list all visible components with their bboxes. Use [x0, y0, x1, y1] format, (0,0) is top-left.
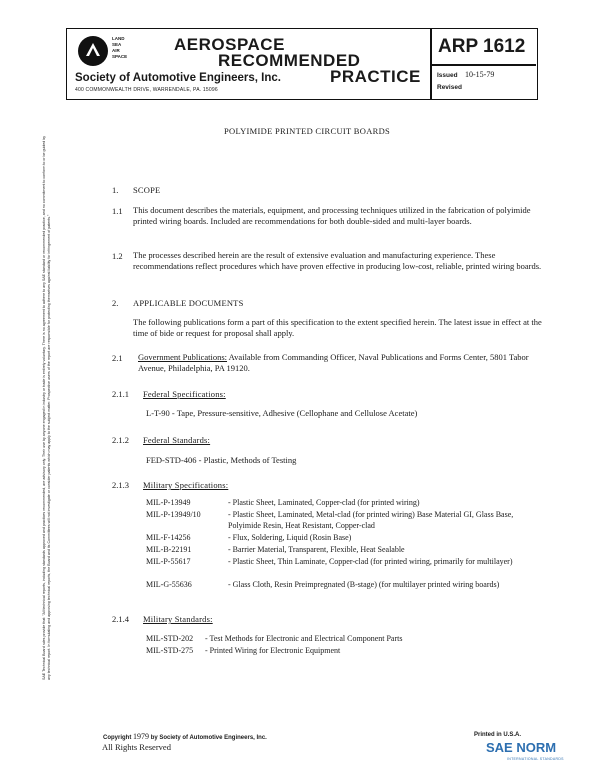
footer-printed: Printed in U.S.A.: [474, 732, 522, 738]
issued-date: 10-15-79: [465, 70, 495, 79]
mil-spec-code: MIL-F-14256: [146, 533, 191, 542]
section-1-2-text: The processes described herein are the result of extensive evaluation and manufacturing experience. These recommendations reflect procedures which have proven effective in producing low-cost, reliable, printed wiring boards.: [133, 250, 542, 271]
mil-spec-desc: - Plastic Sheet, Thin Laminate, Copper-clad (for printed wiring, primarily for multilayer): [228, 557, 513, 566]
section-2-1-body: Available from Commanding Officer, Naval Publications and Forms Center, 5801 Tabor Avenue, Philadelphia, PA 19120.: [138, 352, 529, 373]
title-recommended: RECOMMENDED: [218, 51, 361, 70]
section-number: 2.1.3: [112, 480, 129, 490]
mil-spec-code: MIL-B-22191: [146, 545, 192, 554]
section-1-1-text: This document describes the materials, equipment, and processing techniques utilized in the fabrication of polyimide printed wiring boards. Included are recommendations for both double-sided and multi-layer boards.: [133, 205, 531, 226]
side-disclaimer: SAE Technical Board rules provide that: "All technical reports, including standards approved and practices recommended, are advisory only. Their use by anyone engaged in industry or trade is entirely voluntary. There is no agreement to adhere to any SAE standard or recommended practice, and no commitment to conform to or be guided by any technical report. In formulating and approving technical reports, the Board and its Committees will not investigate or consider patents which may apply to the subject matter. Prospective users of the report are responsible for protecting themselves against liability for infringement of patents.": [42, 135, 51, 680]
copyright-year: 1979: [133, 732, 150, 741]
society-address: 400 COMMONWEALTH DRIVE, WARRENDALE, PA. 15096: [75, 87, 218, 93]
mil-spec-desc: - Plastic Sheet, Laminated, Copper-clad (for printed wiring): [228, 498, 420, 507]
mil-std-desc: - Test Methods for Electronic and Electrical Component Parts: [205, 634, 403, 643]
watermark-subtitle: INTERNATIONAL STANDARDS: [507, 757, 564, 761]
section-number: 2.1: [112, 353, 123, 363]
section-number: 2.1.4: [112, 614, 129, 624]
watermark-logo: SAE NORM: [486, 740, 557, 755]
mil-spec-desc: - Flux, Soldering, Liquid (Rosin Base): [228, 533, 352, 542]
footer-copyright: [103, 732, 267, 741]
mil-spec-desc: - Glass Cloth, Resin Preimpregnated (B-stage) (for multilayer printed wiring boards): [228, 580, 500, 589]
mil-spec-code: MIL-P-13949/10: [146, 510, 201, 519]
section-2-1-title: Government Publications:: [138, 352, 228, 362]
issued-label: Issued: [437, 72, 458, 79]
section-number: 2.1.2: [112, 435, 129, 445]
mil-std-desc: - Printed Wiring for Electronic Equipment: [205, 646, 341, 655]
federal-standard-item: FED-STD-406 - Plastic, Methods of Testing: [146, 455, 297, 465]
mil-spec-code: MIL-P-55617: [146, 557, 191, 566]
mil-std-code: MIL-STD-202: [146, 634, 194, 643]
section-number: 1.: [112, 185, 119, 195]
section-number: 1.1: [112, 206, 123, 216]
section-heading-scope: SCOPE: [133, 185, 161, 195]
mil-spec-desc: - Barrier Material, Transparent, Flexible, Heat Sealable: [228, 545, 405, 554]
header-divider-horizontal: [430, 64, 536, 66]
doc-title: POLYIMIDE PRINTED CIRCUIT BOARDS: [224, 126, 391, 136]
federal-spec-item: L-T-90 - Tape, Pressure-sensitive, Adhesive (Cellophane and Cellulose Acetate): [146, 408, 418, 418]
mil-std-code: MIL-STD-275: [146, 646, 194, 655]
section-number: 2.: [112, 298, 119, 308]
doc-number: ARP 1612: [438, 36, 526, 57]
section-2-1-1-title: Federal Specifications:: [143, 389, 226, 399]
section-number: 1.2: [112, 251, 123, 261]
society-name: Society of Automotive Engineers, Inc.: [75, 72, 281, 84]
footer-rights: All Rights Reserved: [102, 742, 171, 752]
section-2-1-4-title: Military Standards:: [143, 614, 213, 624]
copyright-by: by Society of Automotive Engineers, Inc.: [150, 735, 267, 741]
section-2-1-2-title: Federal Standards:: [143, 435, 211, 445]
sae-logo-icon: [78, 36, 108, 66]
section-number: 2.1.1: [112, 389, 129, 399]
mil-spec-code: MIL-G-55636: [146, 580, 192, 589]
title-aerospace: AEROSPACE: [174, 35, 285, 54]
mil-spec-desc: - Plastic Sheet, Laminated, Metal-clad (for printed wiring) Base Material GI, Glass Base, Polyimide Resin, Heat Resistant, Copper-clad: [228, 510, 514, 530]
copyright-label: Copyright: [103, 735, 132, 741]
section-2-1-text: [138, 352, 538, 374]
revised-label: Revised: [437, 84, 462, 91]
section-2-text: The following publications form a part of this specification to the extent specified herein. The latest issue in effect at the time of bide or request for proposal shall apply.: [133, 317, 542, 338]
title-practice: PRACTICE: [330, 67, 421, 86]
mil-spec-code: MIL-P-13949: [146, 498, 191, 507]
section-heading-applicable-documents: APPLICABLE DOCUMENTS: [133, 298, 244, 308]
logo-text: LAND SEA AIR SPACE: [112, 36, 128, 59]
section-2-1-3-title: Military Specifications:: [143, 480, 229, 490]
